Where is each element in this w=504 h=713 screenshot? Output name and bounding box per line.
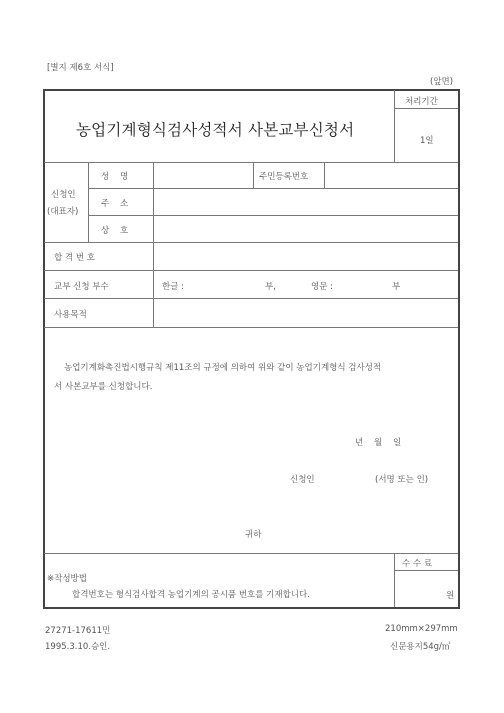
frame-right [458,89,460,609]
paper-type: 신문용지54g/㎡ [390,642,451,652]
col-line-label [153,162,154,327]
processing-value: 1일 [420,136,434,146]
form-code: 27271-17611민 [45,626,111,636]
applicant-group-label: 신청인 [51,190,76,200]
date-line: 년 월 일 [355,438,402,448]
row-line-1 [44,162,458,163]
address-label: 주 소 [101,199,129,209]
rrn-field[interactable] [326,164,456,186]
fee-box-divider [394,553,395,607]
fee-box-line [394,570,458,571]
pass-number-field[interactable] [155,244,456,268]
purpose-field[interactable] [155,300,456,325]
copies-english-unit: 부 [392,282,401,292]
trade-name-field[interactable] [155,217,456,240]
form-number: [별지 제6호 서식] [47,63,114,73]
row-line-2 [88,188,458,189]
rrn-label: 주민등록번호 [259,172,309,182]
copies-korean-field[interactable] [195,274,260,294]
row-line-5 [44,270,458,271]
col-line-group [88,162,89,242]
copies-korean-label: 한글 : [162,282,184,292]
frame-bottom [43,607,460,609]
purpose-label: 사용목적 [54,310,87,320]
application-text-line2: 서 사본교부를 신청합니다. [54,382,153,392]
row-line-4 [44,242,458,243]
notes-text: 합격번호는 형식검사합격 농업기계의 공시품 번호를 기재합니다. [72,590,310,600]
frame-top [43,89,460,91]
fee-unit: 원 [446,591,455,601]
trade-name-label: 상 호 [101,226,129,236]
processing-box-line [394,108,458,109]
address-field[interactable] [155,190,456,213]
notes-line [44,553,458,554]
col-line-rrn-left [253,162,254,188]
page-side-label: (앞면) [430,77,454,87]
notes-heading: ※작성방법 [47,574,87,584]
applicant-sign-field[interactable] [320,468,370,484]
form-title: 농업기계형식검사성적서 사본교부신청서 [76,121,355,139]
signature-note: (서명 또는 인) [375,475,429,485]
row-line-6 [44,298,458,299]
recipient-suffix: 귀하 [245,530,262,540]
frame-left [43,89,45,609]
applicant-group-sublabel: (대표자) [47,207,79,217]
applicant-sign-label: 신청인 [290,475,315,485]
name-label: 성 명 [101,172,129,182]
paper-size: 210mm×297mm [385,624,458,634]
application-text-line1: 농업기계화촉진법시행규칙 제11조의 규정에 의하여 위와 같이 농업기계형식 검사성적 [64,363,382,373]
processing-box-divider [394,90,395,162]
fee-label: 수 수 료 [402,559,433,569]
row-line-3 [88,215,458,216]
copies-korean-unit: 부, [265,282,276,292]
copies-label: 교부 신청 부수 [54,282,109,292]
copies-english-field[interactable] [345,274,390,294]
copies-english-label: 영문 : [311,282,333,292]
approval-date: 1995.3.10.승인. [45,642,111,652]
processing-label: 처리기간 [405,97,438,107]
row-line-7 [44,327,458,328]
name-field[interactable] [155,164,251,186]
col-line-rrn-right [324,162,325,188]
pass-number-label: 합 격 번 호 [54,253,95,263]
